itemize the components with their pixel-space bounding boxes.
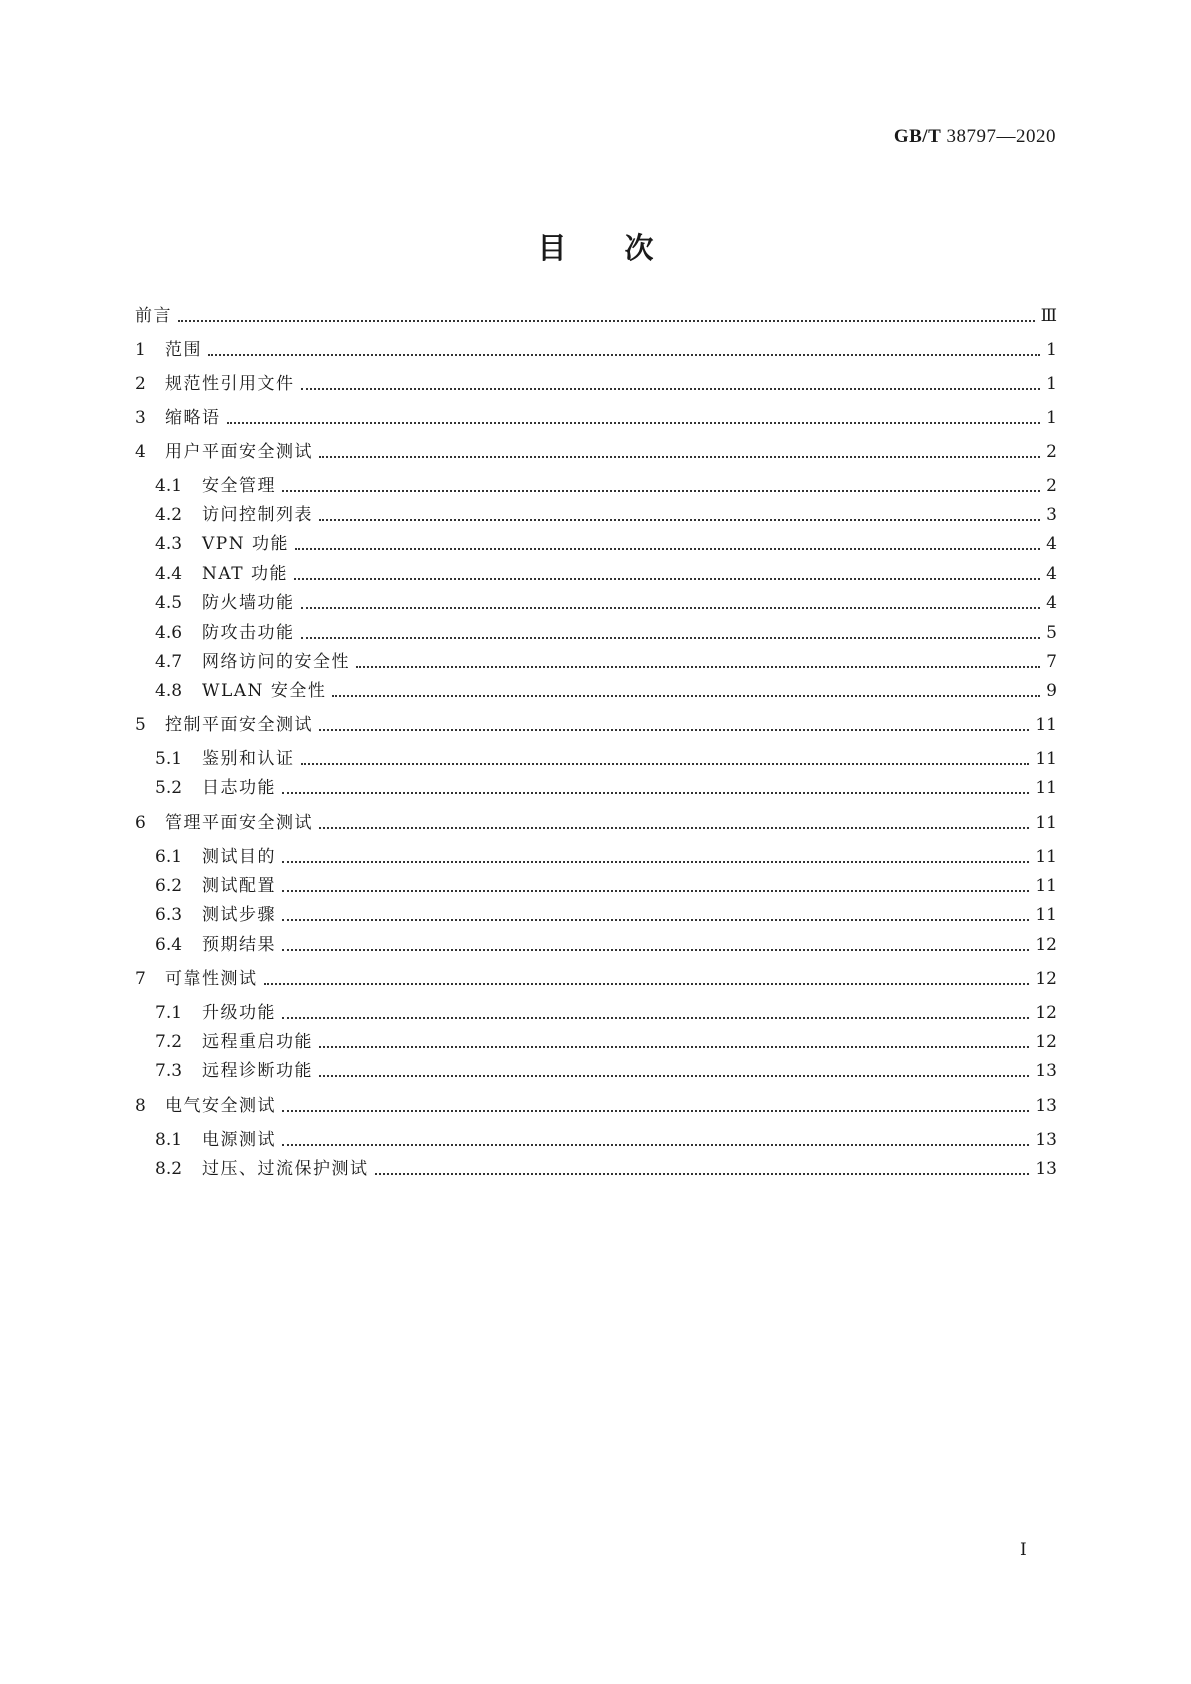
toc-entry-page: 11 (1035, 905, 1057, 925)
toc-entry-page: 9 (1046, 681, 1057, 701)
toc-dot-leader (282, 490, 1040, 492)
toc-dot-leader (295, 548, 1040, 550)
toc-entry-number: 8 (135, 1096, 146, 1116)
toc-entry-label: 网络访问的安全性 (202, 652, 350, 672)
toc-entry[interactable] (135, 1094, 1057, 1118)
toc-entry[interactable] (155, 1001, 1057, 1025)
toc-dot-leader (282, 792, 1029, 794)
toc-entry-page: 1 (1046, 340, 1057, 360)
toc-entry-page: 13 (1035, 1061, 1057, 1081)
toc-dot-leader (282, 1110, 1029, 1112)
toc-entry-label: NAT 功能 (202, 564, 288, 584)
toc-entry-label: 管理平面安全测试 (165, 813, 313, 833)
toc-dot-leader (301, 637, 1041, 639)
toc-entry-label: 预期结果 (202, 935, 276, 955)
toc-entry[interactable] (135, 811, 1057, 835)
toc-dot-leader (301, 763, 1030, 765)
toc-entry-label: 防攻击功能 (202, 623, 295, 643)
toc-entry-number: 4.3 (155, 534, 183, 554)
page-title: 目 次 (537, 231, 654, 265)
toc-entry-number: 8.2 (155, 1159, 183, 1179)
toc-entry-page: 7 (1046, 652, 1057, 672)
toc-entry-number: 7 (135, 969, 146, 989)
toc-entry-number: 6.2 (155, 876, 183, 896)
toc-dot-leader (282, 1144, 1029, 1146)
toc-entry-label: 电气安全测试 (165, 1096, 276, 1116)
toc-entry-page: 11 (1035, 778, 1057, 798)
toc-entry[interactable] (155, 1157, 1057, 1181)
toc-entry-page: 12 (1035, 1003, 1057, 1023)
toc-entry-number: 7.3 (155, 1061, 183, 1081)
toc-dot-leader (301, 607, 1041, 609)
toc-entry-number: 5 (135, 715, 146, 735)
toc-entry-label: 缩略语 (165, 408, 221, 428)
toc-entry-label: 远程重启功能 (202, 1032, 313, 1052)
toc-entry-number: 6.4 (155, 935, 183, 955)
toc-entry-number: 1 (135, 340, 146, 360)
footer-page-number: Ⅰ (1020, 1540, 1027, 1560)
toc-entry-label: VPN 功能 (202, 534, 289, 554)
toc-entry-number: 5.2 (155, 778, 183, 798)
toc-entry[interactable] (135, 372, 1057, 396)
toc-entry-page: 12 (1035, 935, 1057, 955)
toc-entry-label: 防火墙功能 (202, 593, 295, 613)
toc-entry-label: 远程诊断功能 (202, 1061, 313, 1081)
toc-entry[interactable] (135, 406, 1057, 430)
toc-entry[interactable] (155, 845, 1057, 869)
toc-entry[interactable] (155, 474, 1057, 498)
toc-entry-page: 12 (1035, 1032, 1057, 1052)
toc-entry[interactable] (155, 591, 1057, 615)
toc-entry-number: 3 (135, 408, 146, 428)
toc-entry[interactable] (155, 562, 1057, 586)
toc-entry-label: 测试步骤 (202, 905, 276, 925)
toc-entry-page: 1 (1046, 408, 1057, 428)
standard-prefix: GB/T (893, 126, 942, 147)
toc-dot-leader (264, 983, 1030, 985)
toc-entry-page: 2 (1046, 476, 1057, 496)
toc-entry-page: 1 (1046, 374, 1057, 394)
toc-entry-number: 6 (135, 813, 146, 833)
toc-entry-page: 3 (1046, 505, 1057, 525)
toc-entry-number: 8.1 (155, 1130, 183, 1150)
toc-entry[interactable] (155, 903, 1057, 927)
toc-entry-page: 11 (1035, 715, 1057, 735)
toc-entry-label: WLAN 安全性 (202, 681, 327, 701)
toc-entry-label: 过压、过流保护测试 (202, 1159, 369, 1179)
toc-entry-label: 测试目的 (202, 847, 276, 867)
toc-entry-page: 13 (1035, 1159, 1057, 1179)
toc-entry[interactable] (155, 650, 1057, 674)
toc-dot-leader (332, 695, 1040, 697)
toc-dot-leader (301, 388, 1041, 390)
toc-entry-number: 2 (135, 374, 146, 394)
toc-entry[interactable] (135, 338, 1057, 362)
toc-entry-page: 11 (1035, 749, 1057, 769)
standard-number: 38797—2020 (946, 126, 1056, 147)
toc-entry-label: 前言 (135, 306, 172, 326)
toc-entry-number: 6.3 (155, 905, 183, 925)
toc-entry[interactable] (135, 713, 1057, 737)
toc-dot-leader (294, 578, 1040, 580)
toc-entry-page: 4 (1046, 534, 1057, 554)
toc-entry-label: 控制平面安全测试 (165, 715, 313, 735)
toc-dot-leader (319, 827, 1029, 829)
toc-entry-page: 4 (1046, 564, 1057, 584)
toc-entry-label: 电源测试 (202, 1130, 276, 1150)
toc-entry-number: 4.8 (155, 681, 183, 701)
toc-entry-page: 13 (1035, 1096, 1057, 1116)
toc-entry-label: 用户平面安全测试 (165, 442, 313, 462)
toc-entry-label: 测试配置 (202, 876, 276, 896)
toc-dot-leader (282, 949, 1029, 951)
toc-entry-number: 4.4 (155, 564, 183, 584)
toc-entry-label: 可靠性测试 (165, 969, 258, 989)
toc-dot-leader (178, 320, 1035, 322)
toc-entry[interactable] (155, 679, 1057, 703)
toc-dot-leader (319, 519, 1040, 521)
toc-entry-label: 规范性引用文件 (165, 374, 295, 394)
toc-entry[interactable] (155, 874, 1057, 898)
table-of-contents (135, 0, 1057, 1684)
toc-entry-page: 11 (1035, 847, 1057, 867)
toc-entry-number: 5.1 (155, 749, 183, 769)
toc-entry-number: 4.1 (155, 476, 183, 496)
toc-dot-leader (375, 1173, 1030, 1175)
toc-dot-leader (282, 890, 1029, 892)
toc-dot-leader (356, 666, 1040, 668)
toc-entry[interactable] (155, 933, 1057, 957)
toc-entry[interactable] (135, 440, 1057, 464)
toc-dot-leader (282, 1017, 1029, 1019)
toc-entry-page: 2 (1046, 442, 1057, 462)
toc-entry-label: 访问控制列表 (202, 505, 313, 525)
toc-entry-label: 鉴别和认证 (202, 749, 295, 769)
toc-entry[interactable] (155, 621, 1057, 645)
toc-entry-number: 4.7 (155, 652, 183, 672)
toc-entry-number: 4.2 (155, 505, 183, 525)
toc-entry-page: 5 (1046, 623, 1057, 643)
toc-entry-number: 7.1 (155, 1003, 183, 1023)
toc-entry-number: 4.6 (155, 623, 183, 643)
toc-entry-number: 4 (135, 442, 146, 462)
toc-entry-number: 4.5 (155, 593, 183, 613)
toc-entry-number: 6.1 (155, 847, 183, 867)
toc-entry[interactable] (155, 1059, 1057, 1083)
toc-dot-leader (319, 456, 1040, 458)
toc-entry-page: 13 (1035, 1130, 1057, 1150)
toc-entry-page: 11 (1035, 876, 1057, 896)
toc-entry-number: 7.2 (155, 1032, 183, 1052)
toc-entry[interactable] (155, 747, 1057, 771)
toc-entry[interactable] (155, 532, 1057, 556)
toc-entry[interactable] (155, 503, 1057, 527)
toc-dot-leader (282, 919, 1029, 921)
toc-entry-label: 安全管理 (202, 476, 276, 496)
toc-entry-page: 11 (1035, 813, 1057, 833)
toc-dot-leader (319, 729, 1029, 731)
toc-entry[interactable] (135, 304, 1057, 328)
toc-dot-leader (319, 1075, 1029, 1077)
toc-dot-leader (227, 422, 1041, 424)
toc-entry-page: 4 (1046, 593, 1057, 613)
toc-entry[interactable] (155, 776, 1057, 800)
toc-entry-page: Ⅲ (1040, 306, 1057, 326)
toc-entry[interactable] (135, 967, 1057, 991)
toc-entry-page: 12 (1035, 969, 1057, 989)
toc-dot-leader (282, 861, 1029, 863)
toc-dot-leader (319, 1046, 1029, 1048)
toc-entry[interactable] (155, 1128, 1057, 1152)
toc-entry-label: 日志功能 (202, 778, 276, 798)
toc-entry-label: 升级功能 (202, 1003, 276, 1023)
toc-entry[interactable] (155, 1030, 1057, 1054)
toc-entry-label: 范围 (165, 340, 202, 360)
toc-dot-leader (208, 354, 1040, 356)
